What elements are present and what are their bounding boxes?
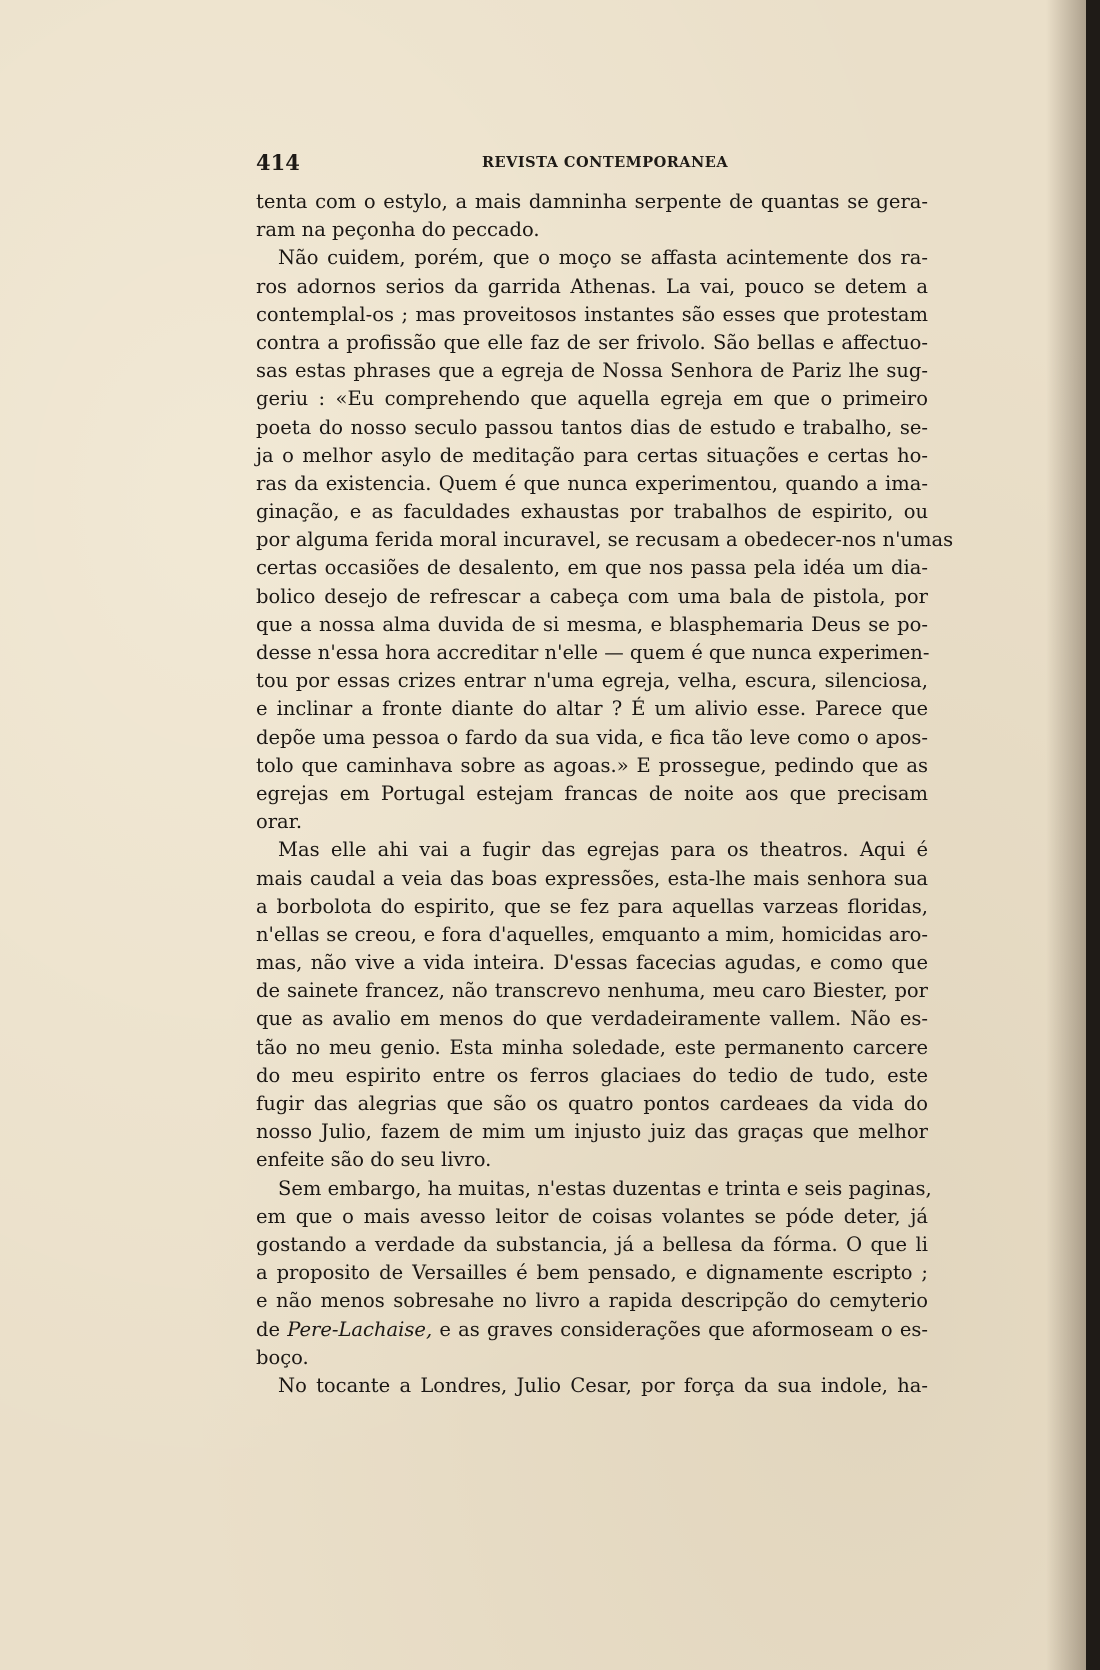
text-line: ram na peçonha do peccado.	[256, 218, 540, 242]
text-line: geriu : «Eu comprehendo que aquella egreja em que o primeiro	[256, 387, 928, 411]
text-line: ginação, e as faculdades exhaustas por trabalhos de espirito, ou	[256, 500, 928, 524]
text-line: do meu espirito entre os ferros glaciaes do tedio de tudo, este	[256, 1063, 928, 1087]
text-line: mas, não vive a vida inteira. D'essas facecias agudas, e como que	[256, 951, 928, 975]
body-text	[256, 188, 954, 1400]
text-line: certas occasiões de desalento, em que nos passa pela idéa um dia-	[256, 556, 928, 580]
text-line: de sainete francez, não transcrevo nenhuma, meu caro Biester, por	[256, 979, 928, 1003]
text-line: desse n'essa hora accreditar n'elle — quem é que nunca experimen-	[256, 641, 930, 664]
text-line: que as avalio em menos do que verdadeiramente vallem. Não es-	[256, 1007, 928, 1031]
text-line: tou por essas crizes entrar n'uma egreja, velha, escura, silenciosa,	[256, 669, 928, 693]
text-line: ja o melhor asylo de meditação para certas situações e certas ho-	[256, 443, 928, 467]
text-line: e inclinar a fronte diante do altar ? É um alivio esse. Parece que	[256, 697, 928, 721]
text-line: tão no meu genio. Esta minha soledade, este permanento carcere	[256, 1035, 928, 1059]
page-header	[256, 150, 928, 180]
paragraph-4	[256, 1175, 932, 1372]
text-line: contra a profissão que elle faz de ser frivolo. São bellas e affectuo-	[256, 330, 928, 354]
text-line: a borbolota do espirito, que se fez para aquellas varzeas floridas,	[256, 894, 928, 918]
spine-shadow	[1046, 0, 1086, 1670]
text-line: bolico desejo de refrescar a cabeça com uma bala de pistola, por	[256, 584, 928, 608]
italic-place-name: Pere-Lachaise,	[287, 1317, 433, 1341]
text-line: e não menos sobresahe no livro a rapida descripção do cemyterio	[256, 1289, 928, 1313]
paragraph-3	[256, 836, 928, 1174]
text-line: em que o mais avesso leitor de coisas volantes se póde deter, já	[256, 1204, 928, 1228]
text-line: poeta do nosso seculo passou tantos dias de estudo e trabalho, se-	[256, 415, 928, 439]
text-line: Mas elle ahi vai a fugir das egrejas para os theatros. Aqui é	[278, 838, 928, 862]
text-fragment: e as graves considerações que aformoseam o es-	[432, 1317, 928, 1341]
text-line: ros adornos serios da garrida Athenas. La vai, pouco se detem a	[256, 274, 928, 298]
paragraph-1	[256, 188, 928, 244]
text-line: nosso Julio, fazem de mim um injusto juiz das graças que melhor	[256, 1120, 928, 1144]
paragraph-2	[256, 244, 954, 836]
text-line: que a nossa alma duvida de si mesma, e blasphemaria Deus se po-	[256, 612, 928, 636]
text-line: No tocante a Londres, Julio Cesar, por força da sua indole, ha-	[278, 1373, 928, 1397]
text-line: Não cuidem, porém, que o moço se affasta acintemente dos ra-	[278, 246, 928, 270]
text-line: por alguma ferida moral incuravel, se recusam a obedecer-nos n'umas	[256, 528, 954, 552]
text-line: depõe uma pessoa o fardo da sua vida, e fica tão leve como o apos-	[256, 725, 928, 749]
text-line: ras da existencia. Quem é que nunca experimentou, quando a ima-	[256, 471, 928, 495]
scan-edge	[1086, 0, 1100, 1670]
text-line: tolo que caminhava sobre as agoas.» E prossegue, pedindo que as	[256, 753, 928, 777]
text-line: enfeite são do seu livro.	[256, 1148, 492, 1172]
text-line: gostando a verdade da substancia, já a bellesa da fórma. O que li	[256, 1232, 928, 1256]
text-line: mais caudal a veia das boas expressões, esta-lhe mais senhora sua	[256, 866, 928, 890]
text-line: n'ellas se creou, e fora d'aquelles, emquanto a mim, homicidas aro-	[256, 922, 928, 946]
page-number: 414	[256, 150, 300, 175]
text-fragment: de	[256, 1317, 288, 1341]
text-line: tenta com o estylo, a mais damninha serpente de quantas se gera-	[256, 190, 928, 213]
paragraph-5	[256, 1372, 928, 1400]
running-head: REVISTA CONTEMPORANEA	[482, 154, 729, 171]
text-line: sas estas phrases que a egreja de Nossa Senhora de Pariz lhe sug-	[256, 359, 928, 383]
text-line: boço.	[256, 1345, 309, 1369]
text-line: a proposito de Versailles é bem pensado, e dignamente escripto ;	[256, 1261, 928, 1285]
text-line: orar.	[256, 810, 303, 834]
text-line-with-italic	[256, 1316, 928, 1344]
text-line: contemplal-os ; mas proveitosos instantes são esses que protestam	[256, 302, 928, 326]
text-line: egrejas em Portugal estejam francas de noite aos que precisam	[256, 781, 928, 805]
text-line: fugir das alegrias que são os quatro pontos cardeaes da vida do	[256, 1092, 928, 1115]
text-line: Sem embargo, ha muitas, n'estas duzentas e trinta e seis paginas,	[278, 1176, 932, 1200]
